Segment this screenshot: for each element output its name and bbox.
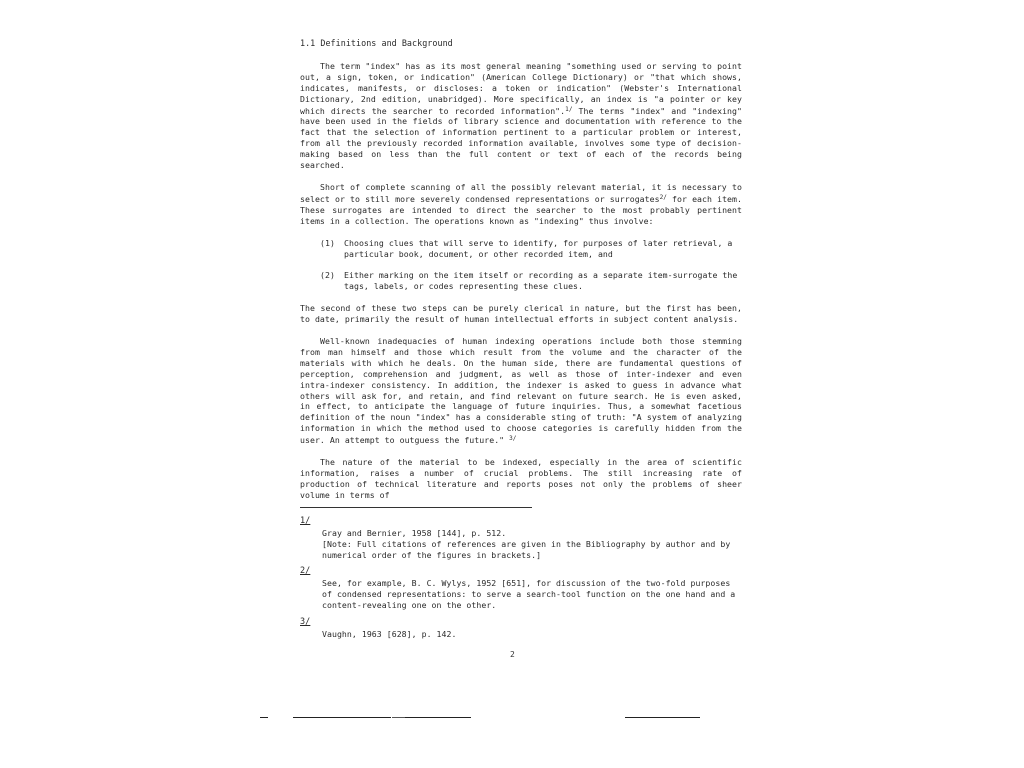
footnote-text: Gray and Bernier, 1958 [144], p. 512. [322, 527, 507, 538]
scan-edge-line [405, 717, 471, 718]
scan-edge-line [293, 717, 391, 718]
footnote-2 [300, 566, 742, 611]
paragraph-text: for each item. These surrogates are intended to direct the searcher to the most probably pertinent items in a collection. The operations known as "indexing" thus involve: [300, 193, 742, 226]
paragraph-text: Short of complete scanning of all the possibly relevant material, it is necessary to select or to still more severely condensed representations or surrogates [300, 181, 742, 204]
footnote-text: Vaughn, 1963 [628], p. 142. [322, 629, 457, 640]
footnote-3 [300, 617, 742, 640]
section-heading: 1.1 Definitions and Background [300, 38, 453, 48]
footnote-mark: 1/ [300, 515, 311, 526]
paragraph-text: The term "index" has as its most general meaning "something used or serving to point out, a sign, token, or indication" (American College Dictionary) or "that which shows, indicates, manifests, or discloses: a token or indication" (Webster's International Dictionary, 2nd edition, unabridged). More specifically, an index is "a pointer or key which directs the searcher to recorded information". [300, 60, 742, 116]
list-text: Choosing clues that will serve to identify, for purposes of later retrieval, a particular book, document, or other recorded item, and [344, 237, 733, 259]
scan-edge-line [392, 717, 405, 718]
list-text: Either marking on the item itself or recording as a separate item-surrogate the tags, labels, or codes representing these clues. [344, 270, 738, 292]
scan-edge-line [625, 717, 700, 718]
footnote-ref-1[interactable]: 1/ [565, 105, 573, 113]
paragraph-1 [300, 61, 742, 171]
paragraph-4 [300, 336, 742, 446]
footnote-mark: 3/ [300, 617, 311, 628]
footnote-mark: 2/ [300, 566, 311, 577]
footnote-text: [Note: Full citations of references are given in the Bibliography by author and by numerical order of the figures in brackets.] [322, 538, 731, 560]
paragraph-2 [300, 182, 742, 227]
scan-edge-mark [260, 717, 268, 718]
list-number: (2) [320, 270, 335, 281]
footnote-1 [300, 516, 742, 561]
list-item [320, 270, 742, 292]
paragraph-3: The second of these two steps can be purely clerical in nature, but the first has been, to date, primarily the result of human intellectual efforts in subject content analysis. [300, 303, 742, 325]
footnote-text: See, for example, B. C. Wylys, 1952 [651], for discussion of the two-fold purposes of condensed representations: to serve a search-tool function on the one hand and a content-revealing one on the other. [322, 578, 736, 611]
paragraph-text: Well-known inadequacies of human indexing operations include both those stemming from man himself and those which result from the volume and the character of the materials with which he deals. On the human side, there are fundamental questions of perception, comprehension and judgment, as well as those of inter-indexer and even intra-indexer consistency. In addition, the indexer is asked to guess in advance what others will ask for, and retain, and find relevant on future search. He is even asked, in effect, to anticipate the language of future inquiries. Thus, a somewhat facetious definition of the noun "index" has a considerable sting of truth: "A system of analyzing information in which the method used to choose categories is carefully hidden from the user. An attempt to outguess the future." [300, 336, 742, 446]
paragraph-5: The nature of the material to be indexed, especially in the area of scientific information, raises a number of crucial problems. The still increasing rate of production of technical literature and reports poses not only the problems of sheer volume in terms of [300, 457, 742, 500]
document-page [300, 38, 742, 646]
page-number: 2 [510, 650, 515, 659]
footnote-ref-3[interactable]: 3/ [509, 435, 517, 443]
list-item [320, 238, 742, 260]
paragraph-text: The terms "index" and "indexing" have been used in the fields of library science and documentation with reference to the fact that the selection of information pertinent to a particular problem or interest, from all the previously recorded information available, involves some type of decision-making based on less than the full content or text of each of the records being searched. [300, 105, 742, 171]
footnote-divider [300, 507, 532, 508]
list-number: (1) [320, 237, 335, 248]
footnote-ref-2[interactable]: 2/ [659, 193, 667, 201]
